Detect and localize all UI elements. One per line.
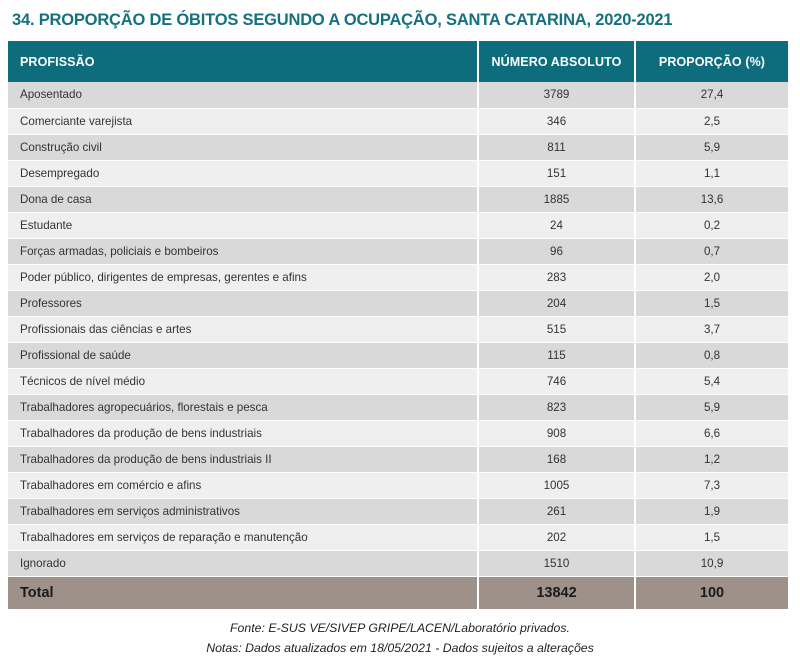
cell-numero-absoluto: 1005 [478,472,635,498]
cell-profissao: Profissionais das ciências e artes [8,316,478,342]
cell-profissao: Dona de casa [8,186,478,212]
column-header-profissao: PROFISSÃO [8,41,478,82]
cell-numero-absoluto: 1510 [478,550,635,576]
cell-profissao: Professores [8,290,478,316]
cell-proporcao: 10,9 [635,550,788,576]
cell-numero-absoluto: 204 [478,290,635,316]
cell-proporcao: 1,2 [635,446,788,472]
cell-proporcao: 0,7 [635,238,788,264]
table-row [8,368,788,394]
cell-proporcao: 2,0 [635,264,788,290]
cell-profissao: Estudante [8,212,478,238]
cell-proporcao: 6,6 [635,420,788,446]
footnotes [0,618,800,658]
table-row [8,472,788,498]
footnote-source: Fonte: E-SUS VE/SIVEP GRIPE/LACEN/Laboratório privados. [230,621,570,635]
table-row [8,82,788,108]
cell-profissao: Aposentado [8,82,478,108]
table-row [8,498,788,524]
table-row [8,342,788,368]
cell-profissao: Forças armadas, policiais e bombeiros [8,238,478,264]
cell-profissao: Trabalhadores em serviços administrativos [8,498,478,524]
cell-numero-absoluto: 1885 [478,186,635,212]
cell-proporcao: 5,4 [635,368,788,394]
table-header-row [8,41,788,82]
column-header-numero-absoluto: NÚMERO ABSOLUTO [478,41,635,82]
table-row [8,524,788,550]
cell-numero-absoluto: 115 [478,342,635,368]
cell-profissao: Ignorado [8,550,478,576]
table-row [8,264,788,290]
cell-numero-absoluto: 151 [478,160,635,186]
occupation-deaths-table-container [8,41,788,609]
occupation-deaths-table [8,41,788,609]
cell-profissao: Trabalhadores da produção de bens industriais II [8,446,478,472]
table-footer [8,576,788,609]
cell-proporcao: 0,8 [635,342,788,368]
cell-numero-absoluto: 3789 [478,82,635,108]
cell-numero-absoluto: 261 [478,498,635,524]
table-row [8,212,788,238]
cell-proporcao: 7,3 [635,472,788,498]
cell-numero-absoluto: 811 [478,134,635,160]
cell-proporcao: 5,9 [635,134,788,160]
cell-proporcao: 1,9 [635,498,788,524]
cell-profissao: Trabalhadores em serviços de reparação e manutenção [8,524,478,550]
cell-profissao: Profissional de saúde [8,342,478,368]
total-label: Total [8,576,478,609]
cell-numero-absoluto: 168 [478,446,635,472]
cell-proporcao: 1,5 [635,524,788,550]
cell-numero-absoluto: 908 [478,420,635,446]
total-proporcao: 100 [635,576,788,609]
cell-profissao: Trabalhadores em comércio e afins [8,472,478,498]
column-header-proporcao: PROPORÇÃO (%) [635,41,788,82]
cell-numero-absoluto: 346 [478,108,635,134]
table-header [8,41,788,82]
table-row [8,420,788,446]
cell-proporcao: 5,9 [635,394,788,420]
cell-proporcao: 0,2 [635,212,788,238]
cell-profissao: Desempregado [8,160,478,186]
table-row [8,394,788,420]
cell-proporcao: 3,7 [635,316,788,342]
cell-profissao: Técnicos de nível médio [8,368,478,394]
table-row [8,160,788,186]
cell-profissao: Poder público, dirigentes de empresas, gerentes e afins [8,264,478,290]
cell-numero-absoluto: 96 [478,238,635,264]
cell-proporcao: 2,5 [635,108,788,134]
table-row [8,238,788,264]
cell-numero-absoluto: 283 [478,264,635,290]
cell-numero-absoluto: 823 [478,394,635,420]
table-row [8,550,788,576]
footnote-notes: Notas: Dados atualizados em 18/05/2021 - Dados sujeitos a alterações [206,641,594,655]
cell-profissao: Comerciante varejista [8,108,478,134]
table-row [8,316,788,342]
table-row [8,186,788,212]
cell-numero-absoluto: 202 [478,524,635,550]
table-row [8,290,788,316]
table-row [8,446,788,472]
table-row [8,134,788,160]
cell-numero-absoluto: 746 [478,368,635,394]
cell-proporcao: 1,1 [635,160,788,186]
cell-proporcao: 27,4 [635,82,788,108]
cell-numero-absoluto: 515 [478,316,635,342]
table-row [8,108,788,134]
cell-numero-absoluto: 24 [478,212,635,238]
page-title: 34. PROPORÇÃO DE ÓBITOS SEGUNDO A OCUPAÇÃO, SANTA CATARINA, 2020-2021 [12,11,673,29]
cell-proporcao: 1,5 [635,290,788,316]
table-body [8,82,788,576]
cell-proporcao: 13,6 [635,186,788,212]
cell-profissao: Trabalhadores agropecuários, florestais e pesca [8,394,478,420]
total-numero-absoluto: 13842 [478,576,635,609]
cell-profissao: Trabalhadores da produção de bens industriais [8,420,478,446]
cell-profissao: Construção civil [8,134,478,160]
total-row [8,576,788,609]
